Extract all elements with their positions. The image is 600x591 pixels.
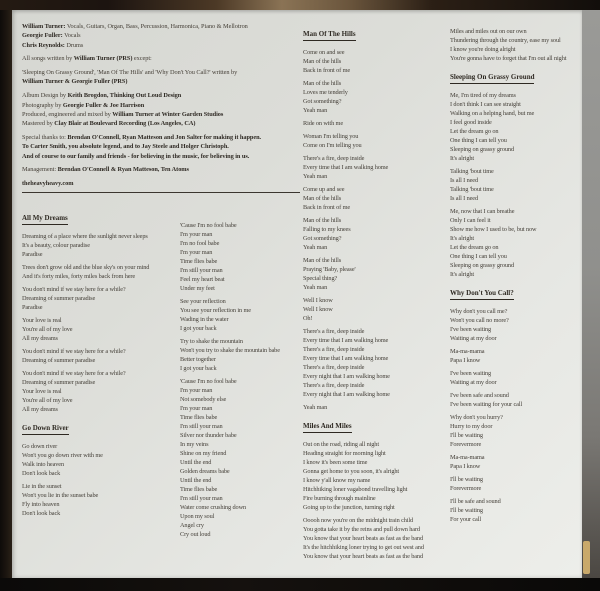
lyric-line: Hurry to my door	[450, 423, 493, 430]
lyric-line: Yeah man	[303, 107, 328, 114]
lyric-line: I'm your man	[180, 231, 213, 238]
credit-line: Photography by Georgie Fuller & Joe Harrison	[22, 101, 145, 109]
stanza	[303, 79, 455, 115]
credit-block	[22, 133, 306, 161]
stanza	[450, 167, 584, 203]
stanza	[303, 48, 455, 75]
song-title: Go Down River	[22, 424, 69, 435]
lyric-line: Falling to my knees	[303, 226, 351, 233]
credit-line: Mastered by Clay Blair at Boulevard Recording (Los Angeles, CA)	[22, 120, 196, 128]
lyric-line: Don't look back	[22, 470, 61, 477]
stanza	[180, 221, 310, 293]
stanza	[22, 316, 174, 343]
credit-line: And of course to our family and friends - for believing in the music, for believing in us.	[22, 152, 250, 160]
lyric-line: Paradise	[22, 251, 43, 258]
lyric-line: Man of the hills	[303, 80, 342, 87]
lyric-line: Oh!	[303, 315, 313, 322]
song-section	[22, 424, 174, 518]
lyric-line: Waiting at my door	[450, 379, 497, 386]
lyric-line: You know that your heart beats as fast as the band	[303, 553, 423, 560]
lyric-line: I got your back	[180, 325, 217, 332]
lyric-line: You don't mind if we stay here for a while?	[22, 286, 126, 293]
stanza	[450, 497, 584, 524]
lyric-line: Come up and see	[303, 186, 345, 193]
lyric-line: I know it's been some time	[303, 459, 368, 466]
lyric-line: I'm your man	[180, 387, 213, 394]
lyric-line: Well I know	[303, 297, 333, 304]
lyric-line: Yeah man	[303, 284, 328, 291]
lyric-line: I've been waiting	[450, 326, 492, 333]
lyric-line: I'll be safe and sound	[450, 498, 501, 505]
lyric-line: In my veins	[180, 441, 209, 448]
lyric-line: You're all of my love	[22, 397, 73, 404]
song-section	[303, 422, 455, 561]
lyric-line: I'm your man	[180, 249, 213, 256]
lyric-line: It's alright	[450, 155, 475, 162]
stanza	[22, 442, 174, 478]
stanza	[450, 347, 584, 365]
lyric-line: Why don't you call me?	[450, 308, 508, 315]
lyric-line: There's a fire, deep inside	[303, 155, 365, 162]
lyric-line: Your love is real	[22, 388, 62, 395]
lyric-line: Every time that I am walking home	[303, 337, 389, 344]
stanza	[22, 263, 174, 281]
lyric-line: Come on and see	[303, 49, 345, 56]
lyric-line: One thing I can tell you	[450, 137, 507, 144]
lyric-line: Not somebody else	[180, 396, 227, 403]
credit-line: Special thanks to: Brendan O'Connell, Ryan Matteson and Jon Salter for making it happen.	[22, 133, 262, 141]
lyric-line: Dreaming of summer paradise	[22, 295, 96, 302]
lyric-line: Man of the hills	[303, 257, 342, 264]
lyric-line: Fly into heaven	[22, 501, 60, 508]
lyric-line: I don't think I can see straight	[450, 101, 521, 108]
stanza	[303, 516, 455, 561]
lyric-line: Angel cry	[180, 522, 204, 529]
lyric-line: Won't you try to shake the mountain babe	[180, 347, 280, 354]
stanza	[450, 475, 584, 493]
credit-line: William Turner & Georgie Fuller (PRS)	[22, 78, 128, 86]
lyric-line: Under my feet	[180, 285, 215, 292]
lyric-line: Is all I need	[450, 195, 478, 202]
lyric-line: And it's forty miles, forty miles back from here	[22, 273, 136, 280]
lyric-line: Me, I'm tired of my dreams	[450, 92, 516, 99]
lyric-line: I know y'all know my name	[303, 477, 371, 484]
lyric-line: Paradise	[22, 304, 43, 311]
lyric-line: Ma-ma-mama	[450, 348, 485, 355]
lyric-line: Silver nor thunder babe	[180, 432, 237, 439]
lyric-line: Back in front of me	[303, 67, 351, 74]
song-section	[450, 73, 584, 279]
lyric-line: I'm your man	[180, 405, 213, 412]
lyric-line: Ma-ma-mama	[450, 454, 485, 461]
lyric-line: Hitchhiking loner vagabond travelling light	[303, 486, 408, 493]
lyric-line: Feel my heart beat	[180, 276, 225, 283]
lyric-line: Every night that I am walking home	[303, 373, 390, 380]
lyric-line: For your call	[450, 516, 481, 523]
lyric-line: 'Cause I'm no fool babe	[180, 222, 237, 229]
lyric-line: Gonna get home to you soon, it's alright	[303, 468, 400, 475]
lyric-line: I've been waiting for your call	[450, 401, 523, 408]
lyric-line: You know that your heart beats as fast as the band	[303, 535, 423, 542]
stanza	[303, 119, 455, 128]
lyric-line: Sleeping on grassy ground	[450, 262, 514, 269]
credit-line: Chris Reynolds: Drums	[22, 41, 84, 49]
lyric-line: Dreaming of summer paradise	[22, 379, 96, 386]
sleeve-left-edge	[0, 10, 12, 578]
lyric-line: Ride on with me	[303, 120, 343, 127]
lyric-line: Time flies babe	[180, 486, 218, 493]
sleeve-bottom-edge	[0, 578, 600, 591]
lyric-line: I got your back	[180, 365, 217, 372]
lyric-line: It's alright	[450, 235, 475, 242]
stanza	[22, 285, 174, 312]
lyric-line: One thing I can tell you	[450, 253, 507, 260]
lyric-line: Woman I'm telling you	[303, 133, 359, 140]
lyric-line: Man of the hills	[303, 217, 342, 224]
lyric-line: Until the end	[180, 459, 212, 466]
lyric-line: Got something?	[303, 98, 342, 105]
credit-line: Management: Brendan O'Connell & Ryan Matteson, Ten Atoms	[22, 166, 189, 174]
lyric-line: You see your reflection in me	[180, 307, 251, 314]
lyrics-column-right	[450, 27, 584, 528]
lyric-line: Dreaming of summer paradise	[22, 357, 96, 364]
lyric-line: Talking 'bout time	[450, 168, 494, 175]
stanza	[303, 403, 455, 412]
lyric-line: Time flies babe	[180, 258, 218, 265]
stanza	[450, 91, 584, 163]
lyric-line: Won't you go down river with me	[22, 452, 103, 459]
lyric-line: I'll be waiting	[450, 507, 483, 514]
lyric-line: Papa I know	[450, 357, 481, 364]
lyric-line: Talking 'bout time	[450, 186, 494, 193]
song-title: Sleeping On Grassy Ground	[450, 73, 534, 84]
stanza	[180, 297, 310, 333]
lyric-line: Walking on a helping hand, but me	[450, 110, 535, 117]
lyric-line: Yeah man	[303, 173, 328, 180]
credit-block	[22, 68, 306, 87]
lyric-line: I've been safe and sound	[450, 392, 509, 399]
lyric-line: There's a fire, deep inside	[303, 382, 365, 389]
stanza	[22, 232, 174, 259]
lyric-line: Won't you lie in the sunset babe	[22, 492, 99, 499]
lyric-line: Out on the road, riding all night	[303, 441, 379, 448]
lyric-line: Come on I'm telling you	[303, 142, 362, 149]
stanza	[303, 440, 455, 512]
stanza	[303, 154, 455, 181]
lyric-line: Fire burning through mainline	[303, 495, 376, 502]
lyric-line: Cry out loud	[180, 531, 211, 538]
credit-line: Georgie Fuller: Vocals	[22, 32, 81, 40]
lyrics-column-left-a	[22, 214, 174, 522]
lyric-line: Papa I know	[450, 463, 481, 470]
lyric-line: All my dreams	[22, 335, 58, 342]
credit-line: Produced, engineered and mixed by William Turner at Winter Garden Studios	[22, 110, 224, 118]
lyric-line: All my dreams	[22, 406, 58, 413]
lyric-line: You don't mind if we stay here for a while?	[22, 370, 126, 377]
lyric-line: Yeah man	[303, 244, 328, 251]
credit-line: Album Design by Keith Brogdon, Thinking Out Loud Design	[22, 92, 182, 100]
lyric-line: Water come crushing down	[180, 504, 247, 511]
credits	[22, 22, 306, 193]
stanza	[303, 132, 455, 150]
lyric-line: Until the end	[180, 477, 212, 484]
credit-block	[22, 22, 306, 50]
lyric-line: Special thing?	[303, 275, 338, 282]
stanza	[303, 327, 455, 399]
song-section	[450, 27, 584, 63]
credit-block	[22, 179, 306, 188]
lyric-line: Dreaming of a place where the sunlight never sleeps	[22, 233, 148, 240]
lyric-line: It's a beauty, colour paradise	[22, 242, 90, 249]
song-section	[450, 289, 584, 524]
lyric-line: Man of the hills	[303, 195, 342, 202]
lyric-line: Let the dream go on	[450, 244, 499, 251]
lyric-line: Wading in the water	[180, 316, 229, 323]
lyric-line: I'll be waiting	[450, 432, 483, 439]
song-section	[22, 214, 174, 414]
stanza	[303, 185, 455, 212]
stanza	[303, 296, 455, 323]
song-title: Miles And Miles	[303, 422, 352, 433]
lyric-line: Lie in the sunset	[22, 483, 62, 490]
lyrics-column-left-b	[180, 221, 310, 543]
lyric-line: Forevermore	[450, 441, 482, 448]
credit-block	[22, 54, 306, 63]
lyric-line: Ooooh now you're on the midnight train child	[303, 517, 414, 524]
lyric-line: Why don't you hurry?	[450, 414, 503, 421]
lyric-line: Try to shake the mountain	[180, 338, 243, 345]
stanza	[450, 413, 584, 449]
lyric-line: Yeah man	[303, 404, 328, 411]
lyric-line: Every time that I am walking home	[303, 355, 389, 362]
lyric-line: Go down river	[22, 443, 58, 450]
lyric-line: Back in front of me	[303, 204, 351, 211]
credit-line: theheavyheavy.com	[22, 180, 74, 188]
song-title: All My Dreams	[22, 214, 68, 225]
lyric-line: Going up to the junction, turning right	[303, 504, 395, 511]
lyric-line: Better together	[180, 356, 216, 363]
lyric-line: Let the dream go on	[450, 128, 499, 135]
song-section	[180, 221, 310, 539]
sleeve-top-edge	[0, 0, 600, 10]
stanza	[303, 256, 455, 292]
lyrics-sheet	[12, 10, 582, 578]
lyric-line: Upon my soul	[180, 513, 215, 520]
stanza	[450, 207, 584, 279]
lyric-line: Won't you call no more?	[450, 317, 509, 324]
lyric-line: Loves me tenderly	[303, 89, 348, 96]
lyric-line: Don't look back	[22, 510, 61, 517]
lyrics-column-middle	[303, 30, 455, 565]
lyric-line: Forevermore	[450, 485, 482, 492]
lyric-line: I know you're doing alright	[450, 46, 516, 53]
lyric-line: Shine on my friend	[180, 450, 227, 457]
lyric-line: Me, now that I can breathe	[450, 208, 515, 215]
lyric-line: Thundering through the country, ease my soul	[450, 37, 561, 44]
lyric-line: It's the hitchhiking loner trying to get out west and	[303, 544, 424, 551]
lyric-line: There's a fire, deep inside	[303, 328, 365, 335]
stanza	[450, 391, 584, 409]
lyric-line: You gotta take it by the reins and pull down hard	[303, 526, 420, 533]
lyric-line: Waiting at my door	[450, 335, 497, 342]
song-title: Man Of The Hills	[303, 30, 356, 41]
lyric-line: Got something?	[303, 235, 342, 242]
stanza	[303, 216, 455, 252]
lyric-line: Show me how I used to be, but now	[450, 226, 537, 233]
lyric-line: Is all I need	[450, 177, 478, 184]
lyric-line: Every night that I am walking home	[303, 391, 390, 398]
lyric-line: Well I know	[303, 306, 333, 313]
lyric-line: I'm still your man	[180, 423, 223, 430]
credit-line: All songs written by William Turner (PRS) except:	[22, 55, 152, 63]
credit-line: 'Sleeping On Grassy Ground', 'Man Of The Hills' and 'Why Don't You Call?' written by	[22, 69, 238, 77]
credits-divider	[22, 192, 300, 193]
stanza	[450, 369, 584, 387]
lyric-line: Walk into heaven	[22, 461, 64, 468]
credit-block	[22, 165, 306, 174]
lyric-line: I feel good inside	[450, 119, 492, 126]
lyric-line: It's alright	[450, 271, 475, 278]
background-strip	[582, 10, 600, 578]
stanza	[22, 347, 174, 365]
credit-block	[22, 91, 306, 128]
lyric-line: I'll be waiting	[450, 476, 483, 483]
stanza	[22, 482, 174, 518]
lyric-line: 'Cause I'm no fool babe	[180, 378, 237, 385]
stanza	[22, 369, 174, 414]
lyric-line: See your reflection	[180, 298, 226, 305]
lyric-line: Heading straight for morning light	[303, 450, 386, 457]
lyric-line: There's a fire, deep inside	[303, 346, 365, 353]
lyric-line: Sleeping on grassy ground	[450, 146, 514, 153]
credit-line: William Turner: Vocals, Guitars, Organ, Bass, Percussion, Harmonica, Piano & Mellotron	[22, 23, 248, 30]
lyric-line: There's a fire, deep inside	[303, 364, 365, 371]
lyric-line: Golden dreams babe	[180, 468, 230, 475]
stanza	[450, 27, 584, 63]
song-title: Why Don't You Call?	[450, 289, 514, 300]
lyric-line: Every time that I am walking home	[303, 164, 389, 171]
lyric-line: Time flies babe	[180, 414, 218, 421]
lyric-line: I'm no fool babe	[180, 240, 220, 247]
song-section	[303, 30, 455, 412]
credit-line: To Carter Smith, you absolute legend, and to Jay Steele and Holger Christoph.	[22, 143, 229, 151]
lyric-line: Praying 'Baby, please'	[303, 266, 356, 273]
lyric-line: Only I can feel it	[450, 217, 491, 224]
stanza	[450, 453, 584, 471]
lyric-line: I've been waiting	[450, 370, 492, 377]
lyric-line: You don't mind if we stay here for a while?	[22, 348, 126, 355]
lyric-line: You're all of my love	[22, 326, 73, 333]
lyric-line: I'm still your man	[180, 495, 223, 502]
lyric-line: Miles and miles out on our own	[450, 28, 527, 35]
lyric-line: You're gonna have to forget that I'm out all night	[450, 55, 567, 62]
lyric-line: Your love is real	[22, 317, 62, 324]
stanza	[450, 307, 584, 343]
lyric-line: Trees don't grow old and the blue sky's on your mind	[22, 264, 150, 271]
paper-edge-highlight	[583, 541, 590, 574]
lyric-line: I'm still your man	[180, 267, 223, 274]
lyric-line: Man of the hills	[303, 58, 342, 65]
stanza	[180, 337, 310, 373]
stanza	[180, 377, 310, 539]
